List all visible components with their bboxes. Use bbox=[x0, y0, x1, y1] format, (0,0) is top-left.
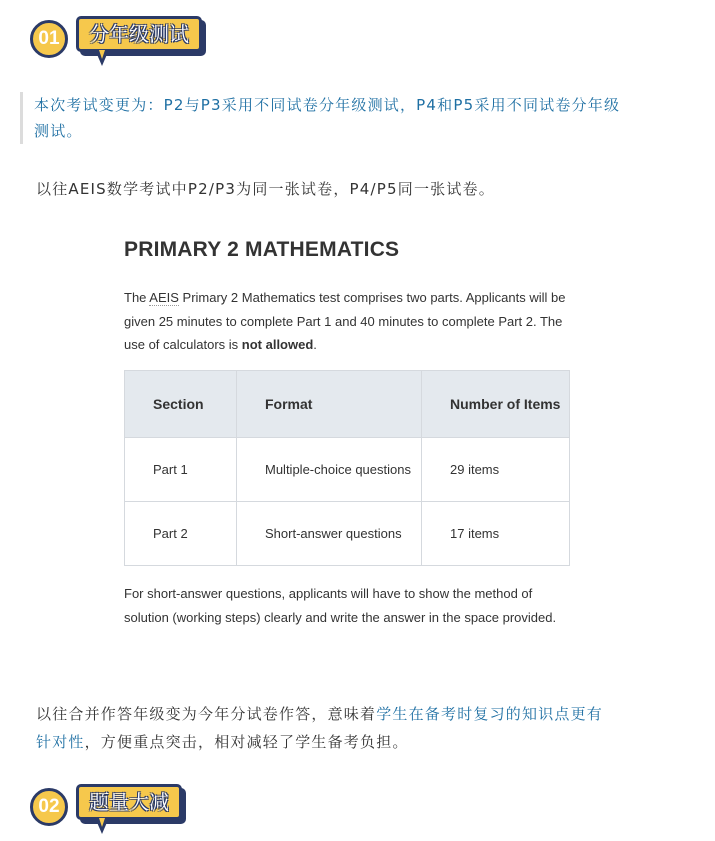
table-cell: Multiple-choice questions bbox=[237, 438, 422, 502]
para2-rest: ，方便重点突击，相对减轻了学生备考负担。 bbox=[84, 733, 409, 751]
section-badge-01 bbox=[28, 10, 218, 72]
quote-line-1: 本次考试变更为：P2与P3采用不同试卷分年级测试，P4和P5采用不同试卷分年级 bbox=[34, 96, 621, 114]
paragraph-change-meaning bbox=[36, 700, 676, 756]
doc-title: PRIMARY 2 MATHEMATICS bbox=[124, 238, 400, 261]
table-cell: Short-answer questions bbox=[237, 502, 422, 566]
table-cell: Part 1 bbox=[125, 438, 237, 502]
para2-highlight-1: 学生在备考时复习的知识点更有 bbox=[376, 705, 604, 723]
exam-format-table bbox=[124, 370, 570, 566]
table-header-row bbox=[125, 371, 570, 438]
blockquote bbox=[20, 92, 680, 144]
speech-tail-inner bbox=[99, 818, 105, 827]
intro-text: The bbox=[124, 290, 150, 305]
aeis-abbr: AEIS bbox=[149, 290, 179, 305]
header-number-of-items: Number of Items bbox=[422, 371, 570, 438]
para2-highlight-2: 针对性 bbox=[36, 733, 85, 751]
badge-label: 分年级测试 bbox=[76, 16, 202, 52]
table-row bbox=[125, 438, 570, 502]
intro-text-mid: Primary 2 Mathematics test comprises two parts. Applicants will be given 25 minutes to complete Part 1 and 40 minutes to complete Part 2. The use of calculators is bbox=[124, 290, 566, 352]
table-cell: 17 items bbox=[422, 502, 570, 566]
badge-label: 题量大减 bbox=[76, 784, 182, 820]
exam-info-image bbox=[106, 228, 604, 658]
speech-tail-inner bbox=[99, 50, 105, 59]
para2-plain: 以往合并作答年级变为今年分试卷作答，意味着 bbox=[36, 705, 377, 723]
table-cell: Part 2 bbox=[125, 502, 237, 566]
section-badge-02 bbox=[28, 778, 218, 840]
header-section: Section bbox=[125, 371, 237, 438]
badge-number: 02 bbox=[30, 788, 68, 826]
quote-line-2: 测试。 bbox=[34, 122, 83, 140]
doc-intro bbox=[124, 286, 584, 357]
paragraph-previous-exam: 以往AEIS数学考试中P2/P3为同一张试卷，P4/P5同一张试卷。 bbox=[36, 180, 495, 198]
header-format: Format bbox=[237, 371, 422, 438]
intro-bold: not allowed bbox=[241, 337, 314, 352]
doc-footer-note: For short-answer questions, applicants will have to show the method of solution (working steps) clearly and write the answer in the space provided. bbox=[124, 586, 557, 625]
table-row bbox=[125, 502, 570, 566]
table-cell: 29 items bbox=[422, 438, 570, 502]
intro-end: . bbox=[313, 337, 317, 352]
badge-number: 01 bbox=[30, 20, 68, 58]
